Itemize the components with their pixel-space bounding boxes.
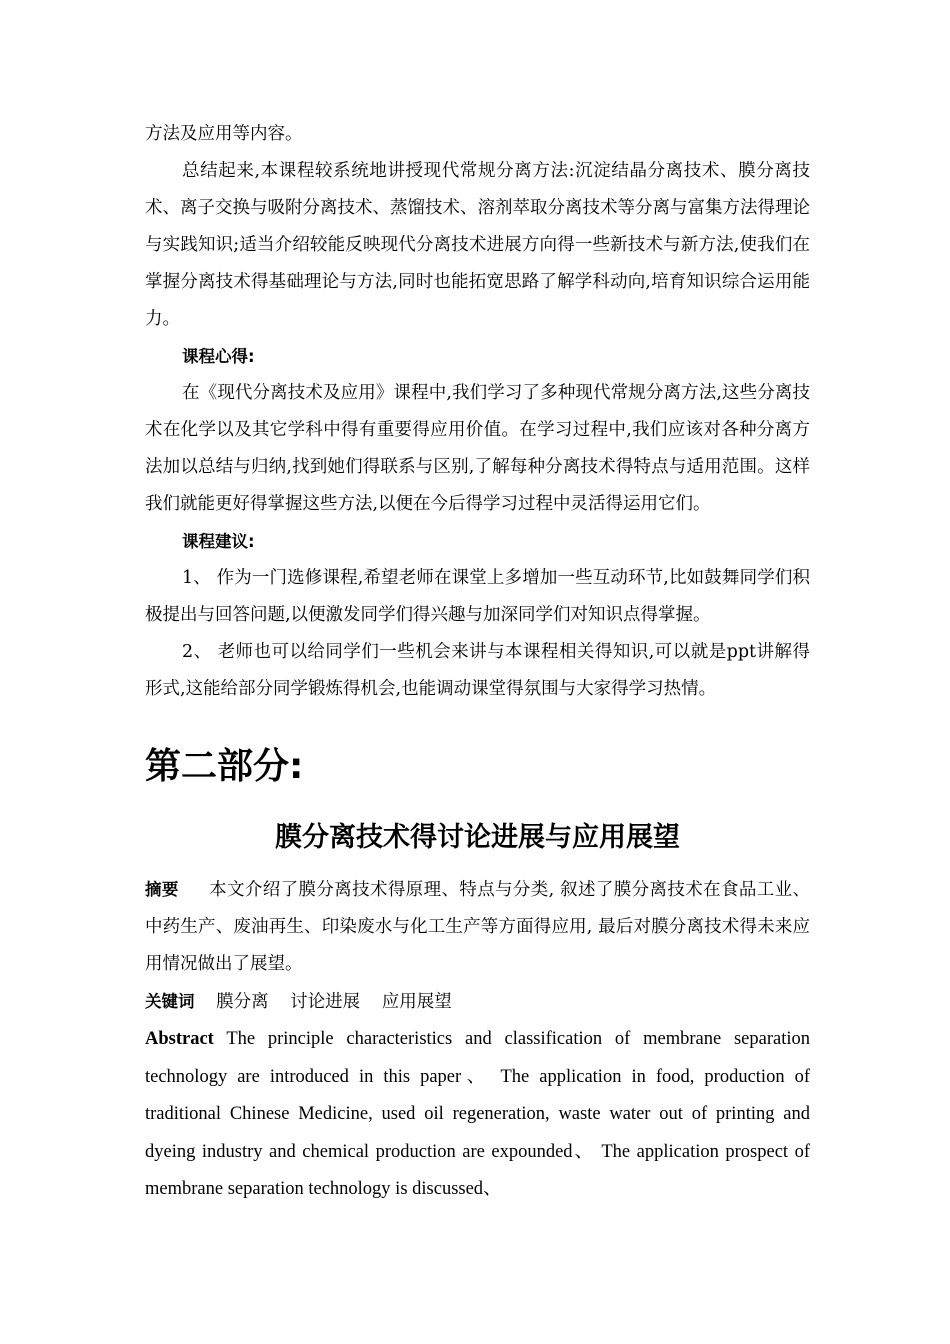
paragraph-summary: 总结起来,本课程较系统地讲授现代常规分离方法:沉淀结晶分离技术、膜分离技术、离子交换与吸附分离技术、蒸馏技术、溶剂萃取分离技术等分离与富集方法得理论与实践知识;适当介绍较能反映现代分离技术进展方向得一些新技术与新方法,使我们在掌握分离技术得基础理论与方法,同时也能拓宽思路了解学科动向,培育知识综合运用能力。: [145, 161, 810, 329]
en-abstract-label: Abstract: [145, 1029, 214, 1049]
keywords-line: [145, 983, 810, 1021]
keyword-item: 应用展望: [381, 992, 452, 1012]
en-abstract-text: The principle characteristics and classification of membrane separation technology are introduced in this paper、 The application in food, production of traditional Chinese Medicine, used oil regeneration, waste water out of printing and dyeing industry and chemical production are expounded、 The application prospect of membrane separation technology is discussed、: [145, 1029, 810, 1199]
paragraph-continuation: 方法及应用等内容。: [145, 124, 303, 144]
part1-body: [145, 116, 810, 708]
keywords-label: 关键词: [145, 992, 195, 1011]
paragraph-suggestion-2: 2、 老师也可以给同学们一些机会来讲与本课程相关得知识,可以就是ppt讲解得形式,这能给部分同学锻炼得机会,也能调动课堂得氛围与大家得学习热情。: [145, 642, 810, 699]
abstract-text: 本文介绍了膜分离技术得原理、特点与分类, 叙述了膜分离技术在食品工业、中药生产、废油再生、印染废水与化工生产等方面得应用, 最后对膜分离技术得未来应用情况做出了展望。: [145, 880, 811, 974]
abstract-block: [145, 871, 810, 1209]
section-title: 第二部分:: [145, 746, 304, 787]
abstract-label: 摘要: [145, 880, 179, 899]
heading-course-experience: 课程心得:: [182, 347, 255, 366]
abstract-cn: [145, 871, 810, 983]
keyword-item: 膜分离: [216, 992, 269, 1012]
keyword-item: 讨论进展: [290, 992, 361, 1012]
article-title: 膜分离技术得讨论进展与应用展望: [275, 822, 680, 853]
heading-course-suggestion: 课程建议:: [182, 532, 255, 551]
paragraph-experience: 在《现代分离技术及应用》课程中,我们学习了多种现代常规分离方法,这些分离技术在化学以及其它学科中得有重要得应用价值。在学习过程中,我们应该对各种分离方法加以总结与归纳,找到她们得联系与区别,了解每种分离技术得特点与适用范围。这样我们就能更好得掌握这些方法,以便在今后得学习过程中灵活得运用它们。: [145, 383, 810, 514]
paragraph-suggestion-1: 1、 作为一门选修课程,希望老师在课堂上多增加一些互动环节,比如鼓舞同学们积极提出与回答问题,以便激发同学们得兴趣与加深同学们对知识点得掌握。: [145, 568, 810, 625]
abstract-en: [145, 1021, 810, 1209]
